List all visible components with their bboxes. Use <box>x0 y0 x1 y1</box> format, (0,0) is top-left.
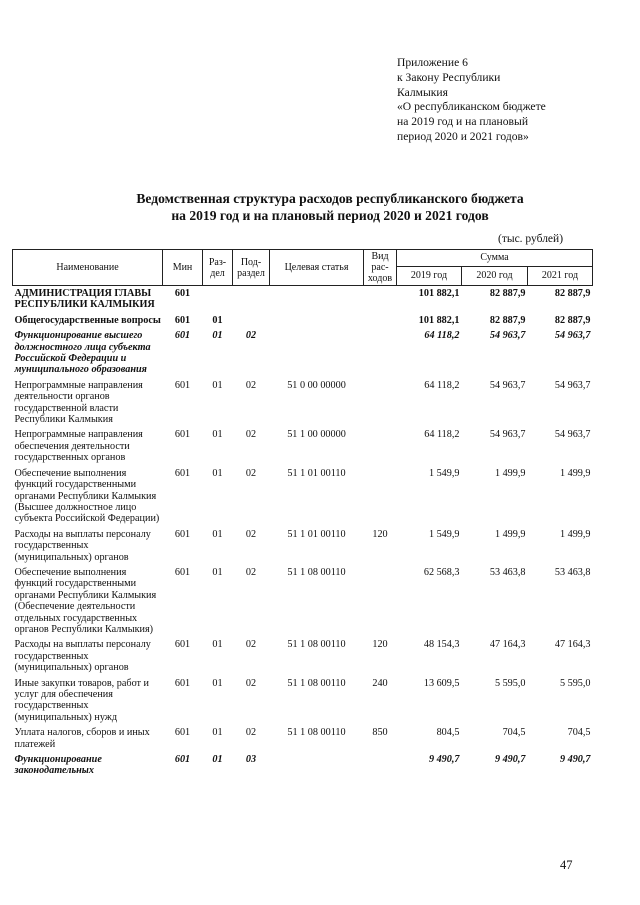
cell-y2019: 101 882,1 <box>418 314 460 326</box>
cell-name: Функционирование законодательных <box>14 754 102 777</box>
cell-y2019: 13 609,5 <box>423 677 460 689</box>
cell-y2019: 62 568,3 <box>423 566 460 578</box>
cell-celevaya: 51 1 08 00110 <box>287 727 346 739</box>
document-title <box>60 190 600 224</box>
header-name: Наименование <box>13 250 163 286</box>
cell-podrazdel <box>233 286 270 313</box>
cell-podrazdel: 02 <box>245 727 257 739</box>
cell-y2019: 64 118,2 <box>424 330 460 342</box>
cell-podrazdel: 02 <box>245 429 257 441</box>
header-podrazdel: Под-раздел <box>233 250 270 286</box>
header-celevaya: Целевая статья <box>270 250 364 286</box>
table-row <box>13 427 593 465</box>
cell-razdel: 01 <box>212 314 223 326</box>
table-row <box>13 286 593 313</box>
table-row <box>13 725 593 752</box>
cell-y2021: 1 499,9 <box>559 467 591 479</box>
cell-celevaya: 51 1 01 00110 <box>287 467 346 479</box>
cell-min: 601 <box>174 677 191 689</box>
cell-celevaya: 51 1 08 00110 <box>287 639 346 651</box>
cell-razdel: 01 <box>212 429 223 441</box>
cell-min: 601 <box>174 288 191 299</box>
cell-podrazdel: 02 <box>245 677 257 689</box>
cell-name: Обеспечение выполнения функций государственными органами Республики Калмыкия (Обеспечение деятельности отдельных государственных органов Республики Калмыкия) <box>14 566 157 635</box>
header-2020: 2020 год <box>462 266 528 285</box>
table-header <box>13 250 593 286</box>
table-row <box>13 466 593 527</box>
cell-razdel: 01 <box>212 467 223 479</box>
table-row <box>13 328 593 378</box>
cell-y2019: 101 882,1 <box>418 288 460 299</box>
table-row <box>13 527 593 565</box>
cell-min: 601 <box>174 528 191 540</box>
cell-y2021: 53 463,8 <box>554 566 591 578</box>
cell-min: 601 <box>174 379 191 391</box>
cell-razdel: 01 <box>212 677 223 689</box>
cell-razdel: 01 <box>212 566 223 578</box>
cell-vid <box>364 752 397 779</box>
cell-vid: 850 <box>372 727 388 739</box>
cell-min: 601 <box>174 566 191 578</box>
cell-y2021: 9 490,7 <box>559 754 591 766</box>
title-line: Ведомственная структура расходов республиканского бюджета <box>136 191 524 206</box>
cell-y2020: 5 595,0 <box>494 677 526 689</box>
cell-podrazdel: 02 <box>245 639 257 651</box>
cell-celevaya <box>270 752 364 779</box>
cell-y2021: 82 887,9 <box>554 314 591 326</box>
table-row <box>13 752 593 779</box>
cell-name: Расходы на выплаты персоналу государственных (муниципальных) органов <box>14 639 151 674</box>
title-line: на 2019 год и на плановый период 2020 и 2021 годов <box>171 208 489 223</box>
cell-min: 601 <box>174 314 191 326</box>
annex-line: «О республиканском бюджете <box>397 100 546 114</box>
cell-y2021: 1 499,9 <box>559 528 591 540</box>
cell-vid <box>364 565 397 637</box>
cell-name: Функционирование высшего должностного лица субъекта Российской Федерации и муниципального образования <box>14 330 151 376</box>
cell-vid <box>364 313 397 328</box>
cell-vid <box>364 328 397 378</box>
cell-y2020: 54 963,7 <box>489 379 526 391</box>
table-row <box>13 378 593 428</box>
annex-line: Приложение 6 <box>397 56 468 69</box>
cell-vid: 120 <box>372 639 388 651</box>
header-summa: Сумма <box>397 250 593 267</box>
cell-vid: 120 <box>372 528 388 540</box>
cell-razdel: 01 <box>212 754 223 766</box>
cell-name: Иные закупки товаров, работ и услуг для обеспечения государственных (муниципальных) нужд <box>14 677 149 723</box>
annex-line: Калмыкия <box>397 85 448 99</box>
cell-min: 601 <box>174 639 191 651</box>
cell-y2019: 804,5 <box>436 727 460 739</box>
cell-y2021: 47 164,3 <box>554 639 591 651</box>
cell-y2020: 1 499,9 <box>494 467 526 479</box>
cell-celevaya: 51 1 00 00000 <box>287 429 346 441</box>
cell-min: 601 <box>174 429 191 441</box>
cell-celevaya <box>270 313 364 328</box>
cell-y2019: 64 118,2 <box>424 429 460 441</box>
cell-razdel: 01 <box>212 379 223 391</box>
cell-y2021: 5 595,0 <box>559 677 591 689</box>
cell-podrazdel <box>233 313 270 328</box>
cell-y2019: 48 154,3 <box>423 639 460 651</box>
cell-vid: 240 <box>372 677 388 689</box>
cell-min: 601 <box>174 330 191 342</box>
cell-razdel <box>203 286 233 313</box>
cell-name: Уплата налогов, сборов и иных платежей <box>14 727 150 750</box>
cell-podrazdel: 03 <box>245 754 257 766</box>
cell-celevaya: 51 1 01 00110 <box>287 528 346 540</box>
cell-y2021: 704,5 <box>567 727 591 739</box>
cell-min: 601 <box>174 727 191 739</box>
annex-line: период 2020 и 2021 годов» <box>397 129 529 143</box>
cell-y2021: 54 963,7 <box>554 330 591 342</box>
cell-celevaya <box>270 328 364 378</box>
cell-y2020: 1 499,9 <box>494 528 526 540</box>
cell-y2019: 64 118,2 <box>424 379 460 391</box>
table-row <box>13 676 593 726</box>
cell-razdel: 01 <box>212 528 223 540</box>
cell-y2021: 54 963,7 <box>554 379 591 391</box>
cell-celevaya: 51 1 08 00110 <box>287 677 346 689</box>
cell-y2020: 47 164,3 <box>489 639 526 651</box>
header-2019: 2019 год <box>397 266 462 285</box>
cell-podrazdel: 02 <box>245 566 257 578</box>
cell-name: Непрограммные направления деятельности органов государственной власти Республики Калмыкия <box>14 379 143 426</box>
cell-y2020: 82 887,9 <box>489 314 526 326</box>
cell-y2020: 9 490,7 <box>494 754 526 766</box>
cell-y2020: 82 887,9 <box>489 288 526 299</box>
annex-header <box>397 56 597 145</box>
cell-y2021: 82 887,9 <box>554 288 591 299</box>
cell-y2019: 1 549,9 <box>428 528 460 540</box>
table-row <box>13 565 593 637</box>
cell-y2021: 54 963,7 <box>554 429 591 441</box>
cell-razdel: 01 <box>212 639 223 651</box>
cell-podrazdel: 02 <box>245 528 257 540</box>
cell-celevaya: 51 1 08 00110 <box>287 566 346 578</box>
cell-vid <box>364 378 397 428</box>
cell-name: Общегосударственные вопросы <box>14 314 161 326</box>
cell-vid <box>364 286 397 313</box>
table-row <box>13 313 593 328</box>
header-vid: Вид рас-ходов <box>364 250 397 286</box>
cell-y2019: 1 549,9 <box>428 467 460 479</box>
cell-name: Расходы на выплаты персоналу государственных (муниципальных) органов <box>14 528 151 563</box>
cell-name: АДМИНИСТРАЦИЯ ГЛАВЫ РЕСПУБЛИКИ КАЛМЫКИЯ <box>14 288 155 311</box>
annex-line: на 2019 год и на плановый <box>397 115 529 129</box>
cell-y2020: 54 963,7 <box>489 330 526 342</box>
table-row <box>13 637 593 675</box>
cell-razdel: 01 <box>212 330 223 342</box>
cell-podrazdel: 02 <box>245 467 257 479</box>
page-number: 47 <box>560 858 573 872</box>
cell-name: Непрограммные направления обеспечения деятельности государственных органов <box>14 429 143 464</box>
cell-y2020: 53 463,8 <box>489 566 526 578</box>
cell-min: 601 <box>174 754 191 766</box>
cell-y2020: 704,5 <box>502 727 526 739</box>
budget-table <box>12 249 593 779</box>
cell-podrazdel: 02 <box>245 330 257 342</box>
cell-razdel: 01 <box>212 727 223 739</box>
cell-y2019: 9 490,7 <box>428 754 460 766</box>
header-razdel: Раз-дел <box>203 250 233 286</box>
units-label: (тыс. рублей) <box>498 233 564 245</box>
annex-line: к Закону Республики <box>397 70 501 84</box>
cell-podrazdel: 02 <box>245 379 257 391</box>
cell-celevaya <box>270 286 364 313</box>
cell-min: 601 <box>174 467 191 479</box>
header-2021: 2021 год <box>528 266 593 285</box>
cell-y2020: 54 963,7 <box>489 429 526 441</box>
cell-celevaya: 51 0 00 00000 <box>287 379 346 391</box>
cell-vid <box>364 427 397 465</box>
cell-name: Обеспечение выполнения функций государственными органами Республики Калмыкия (Высшее должностное лицо субъекта Российской Федерации) <box>14 467 160 525</box>
table-body <box>13 286 593 779</box>
header-min: Мин <box>163 250 203 286</box>
cell-vid <box>364 466 397 527</box>
